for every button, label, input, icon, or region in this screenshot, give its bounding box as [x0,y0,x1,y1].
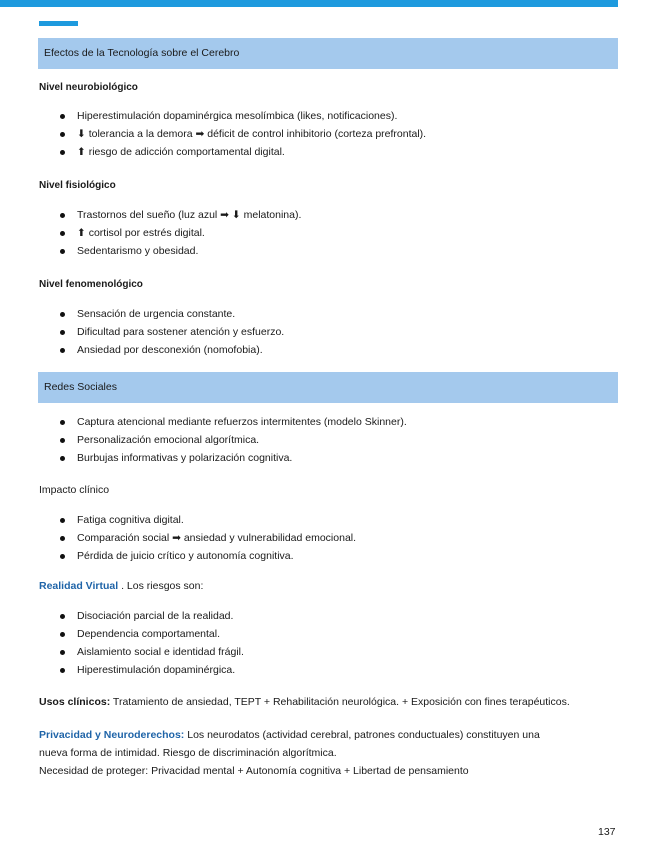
list-item: Captura atencional mediante refuerzos intermitentes (modelo Skinner). [60,413,407,431]
list-item: Fatiga cognitiva digital. [60,511,356,529]
list-item: Disociación parcial de la realidad. [60,607,244,625]
clinical-uses-text: Tratamiento de ansiedad, TEPT + Rehabilitación neurológica. + Exposición con fines terapéuticos. [110,696,570,708]
page-number: 137 [598,826,616,838]
vr-paragraph [39,577,203,595]
list-clinical-impact [60,511,356,565]
list-item: Dificultad para sostener atención y esfuerzo. [60,323,284,341]
privacy-line-3: Necesidad de proteger: Privacidad mental + Autonomía cognitiva + Libertad de pensamiento [39,765,469,777]
list-neurobiological [60,107,426,161]
subheading-physiological: Nivel fisiológico [39,180,116,191]
list-item: ⬆ riesgo de adicción comportamental digital. [60,143,426,161]
list-item: Comparación social ➡ ansiedad y vulnerabilidad emocional. [60,529,356,547]
list-item: Pérdida de juicio crítico y autonomía cognitiva. [60,547,356,565]
list-item: Aislamiento social e identidad frágil. [60,643,244,661]
subheading-phenomenological: Nivel fenomenológico [39,279,143,290]
list-item: Burbujas informativas y polarización cognitiva. [60,449,407,467]
list-item: Hiperestimulación dopaminérgica mesolímbica (likes, notificaciones). [60,107,426,125]
list-item: Dependencia comportamental. [60,625,244,643]
privacy-line-2: nueva forma de intimidad. Riesgo de discriminación algorítmica. [39,747,337,759]
list-social [60,413,407,467]
section-header-social: Redes Sociales [38,372,618,403]
list-item: Hiperestimulación dopaminérgica. [60,661,244,679]
top-bar [0,0,618,7]
clinical-uses-label: Usos clínicos: [39,696,111,708]
clinical-uses-paragraph [39,693,570,711]
vr-text: . Los riesgos son: [118,580,204,592]
header-accent [39,21,78,26]
clinical-impact-title: Impacto clínico [39,484,110,496]
subheading-neurobiological: Nivel neurobiológico [39,82,138,93]
list-phenomenological [60,305,284,359]
vr-label: Realidad Virtual [39,580,119,592]
list-item: Personalización emocional algorítmica. [60,431,407,449]
list-item: Trastornos del sueño (luz azul ➡ ⬇ melatonina). [60,206,301,224]
list-item: Ansiedad por desconexión (nomofobia). [60,341,284,359]
list-item: Sedentarismo y obesidad. [60,242,301,260]
section-header-tech-brain: Efectos de la Tecnología sobre el Cerebro [38,38,618,69]
privacy-paragraph [39,726,614,780]
privacy-text: Los neurodatos (actividad cerebral, patrones conductuales) constituyen una [184,729,540,741]
list-item: ⬆ cortisol por estrés digital. [60,224,301,242]
list-vr-risks [60,607,244,679]
list-item: Sensación de urgencia constante. [60,305,284,323]
list-physiological [60,206,301,260]
privacy-label: Privacidad y Neuroderechos: [39,729,185,741]
list-item: ⬇ tolerancia a la demora ➡ déficit de control inhibitorio (corteza prefrontal). [60,125,426,143]
